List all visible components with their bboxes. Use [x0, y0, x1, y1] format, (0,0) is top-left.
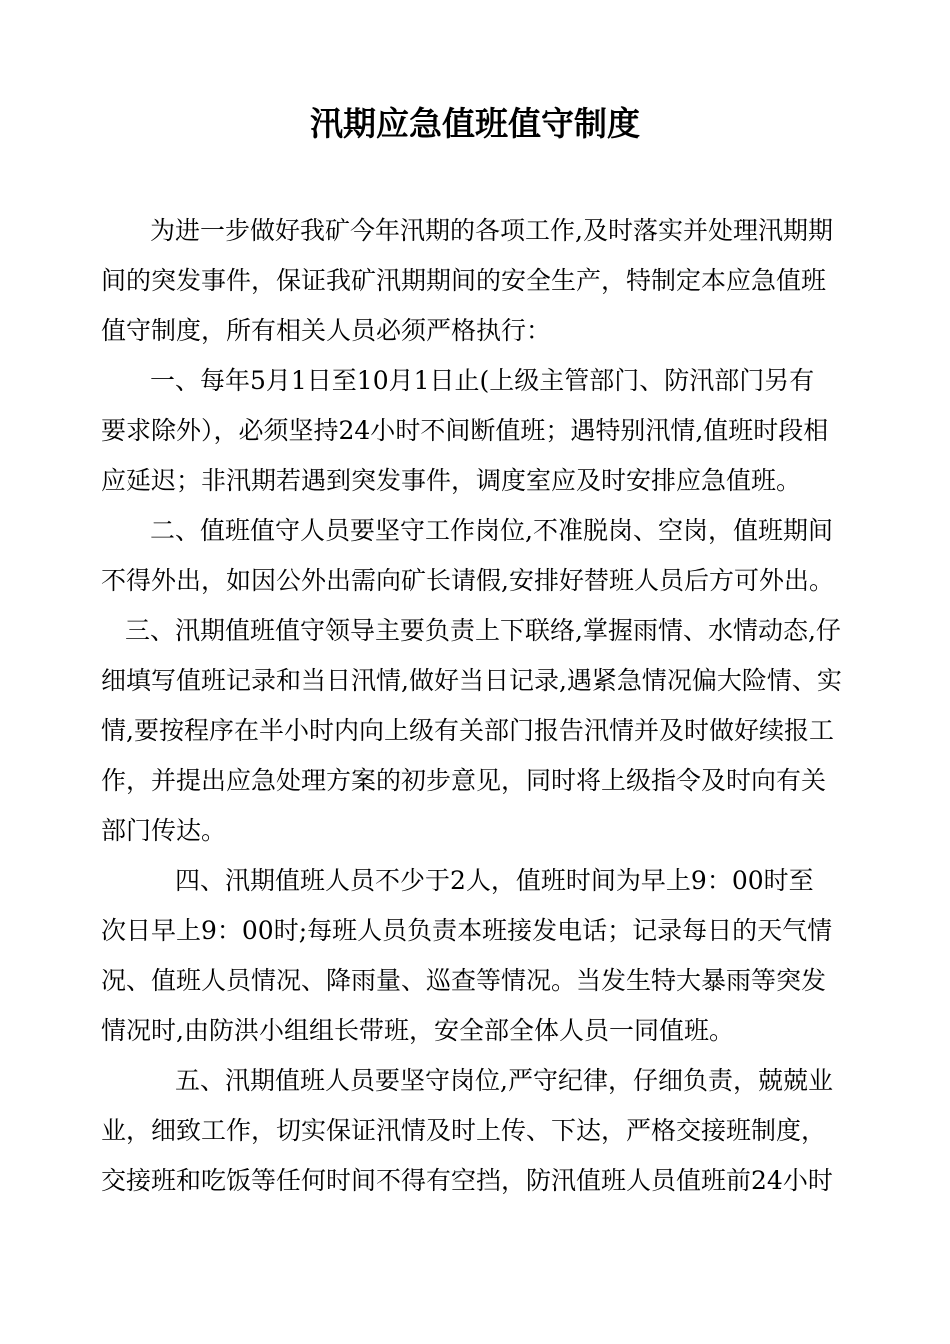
paragraph-5-line-1: 五、汛期值班人员要坚守岗位,严守纪律，仔细负责，兢兢业	[175, 1066, 833, 1095]
paragraph-intro-line-3: 值守制度，所有相关人员必须严格执行：	[101, 316, 552, 345]
paragraph-4-line-1: 四、汛期值班人员不少于2人，值班时间为早上9：00时至	[175, 866, 814, 895]
paragraph-3-line-4: 作，并提出应急处理方案的初步意见，同时将上级指令及时向有关	[101, 766, 827, 795]
paragraph-1-line-2: 要求除外），必须坚持24小时不间断值班；遇特别汛情,值班时段相	[101, 416, 829, 445]
paragraph-4-line-2: 次日早上9：00时;每班人员负责本班接发电话；记录每日的天气情	[101, 916, 833, 945]
paragraph-3-line-1: 三、汛期值班值守领导主要负责上下联络,掌握雨情、水情动态,仔	[125, 616, 841, 645]
paragraph-5-line-2: 业，细致工作，切实保证汛情及时上传、下达，严格交接班制度，	[101, 1116, 827, 1145]
paragraph-2-line-2: 不得外出，如因公外出需向矿长请假,安排好替班人员后方可外出。	[101, 566, 834, 595]
document-title: 汛期应急值班值守制度	[310, 104, 640, 143]
paragraph-4-line-4: 情况时,由防洪小组组长带班，安全部全体人员一同值班。	[101, 1016, 734, 1045]
paragraph-1-line-1: 一、每年5月1日至10月1日止(上级主管部门、防汛部门另有	[150, 366, 815, 395]
paragraph-2-line-1: 二、值班值守人员要坚守工作岗位,不准脱岗、空岗，值班期间	[150, 516, 833, 545]
paragraph-intro-line-1: 为进一步做好我矿今年汛期的各项工作,及时落实并处理汛期期	[150, 216, 833, 245]
paragraph-intro-line-2: 间的突发事件，保证我矿汛期期间的安全生产，特制定本应急值班	[101, 266, 827, 295]
paragraph-3-line-3: 情,要按程序在半小时内向上级有关部门报告汛情并及时做好续报工	[101, 716, 834, 745]
paragraph-4-line-3: 况、值班人员情况、降雨量、巡查等情况。当发生特大暴雨等突发	[101, 966, 827, 995]
paragraph-1-line-3: 应延迟；非汛期若遇到突发事件，调度室应及时安排应急值班。	[101, 466, 802, 495]
paragraph-5-line-3: 交接班和吃饭等任何时间不得有空挡，防汛值班人员值班前24小时	[101, 1166, 833, 1195]
paragraph-3-line-5: 部门传达。	[101, 816, 227, 845]
paragraph-3-line-2: 细填写值班记录和当日汛情,做好当日记录,遇紧急情况偏大险情、实	[101, 666, 842, 695]
